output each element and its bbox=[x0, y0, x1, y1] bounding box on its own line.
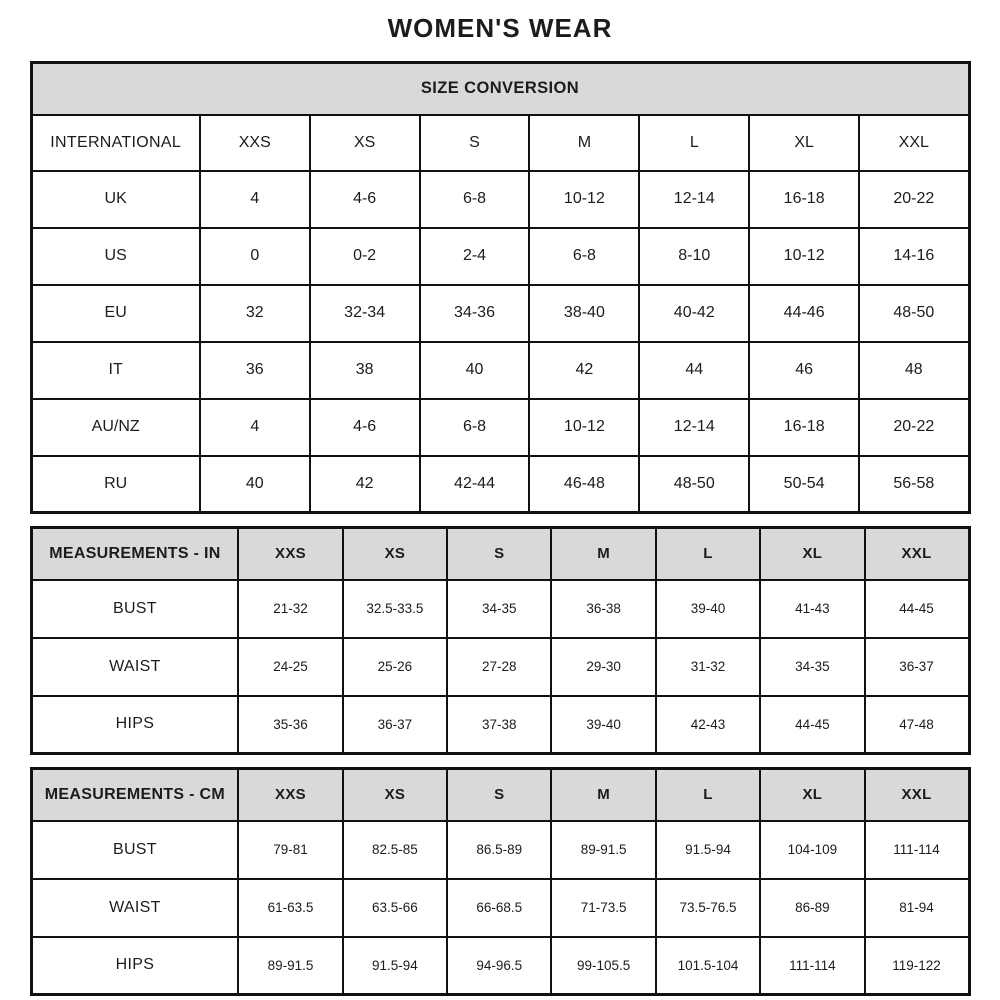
size-column-header: M bbox=[551, 528, 655, 580]
size-value-cell: 8-10 bbox=[639, 228, 749, 285]
size-value-cell: 42-44 bbox=[420, 456, 530, 513]
size-value-cell: 0-2 bbox=[310, 228, 420, 285]
size-value-cell: 4-6 bbox=[310, 399, 420, 456]
international-header: INTERNATIONAL bbox=[31, 115, 200, 171]
size-value-cell: 44-45 bbox=[760, 696, 864, 754]
size-value-cell: 40 bbox=[200, 456, 310, 513]
table-row bbox=[31, 342, 969, 399]
table-row bbox=[31, 696, 969, 754]
size-value-cell: 89-91.5 bbox=[238, 937, 342, 995]
size-column-header: S bbox=[447, 528, 551, 580]
row-label: EU bbox=[31, 285, 200, 342]
size-value-cell: 6-8 bbox=[529, 228, 639, 285]
size-column-header: L bbox=[656, 528, 760, 580]
size-value-cell: 14-16 bbox=[859, 228, 969, 285]
size-value-cell: 32.5-33.5 bbox=[343, 580, 447, 638]
size-value-cell: 48-50 bbox=[639, 456, 749, 513]
size-value-cell: 20-22 bbox=[859, 399, 969, 456]
size-value-cell: 4 bbox=[200, 399, 310, 456]
size-value-cell: 34-35 bbox=[760, 638, 864, 696]
row-label: WAIST bbox=[31, 638, 238, 696]
row-label: BUST bbox=[31, 821, 238, 879]
measurements-cm-title: MEASUREMENTS - CM bbox=[31, 769, 238, 821]
size-column-header: XS bbox=[343, 769, 447, 821]
size-value-cell: 38-40 bbox=[529, 285, 639, 342]
size-value-cell: 63.5-66 bbox=[343, 879, 447, 937]
size-value-cell: 12-14 bbox=[639, 399, 749, 456]
row-label: WAIST bbox=[31, 879, 238, 937]
size-value-cell: 36-37 bbox=[343, 696, 447, 754]
size-value-cell: 47-48 bbox=[865, 696, 969, 754]
size-column-header: XL bbox=[760, 769, 864, 821]
size-value-cell: 27-28 bbox=[447, 638, 551, 696]
size-value-cell: 6-8 bbox=[420, 399, 530, 456]
size-column-header: XS bbox=[310, 115, 420, 171]
size-value-cell: 61-63.5 bbox=[238, 879, 342, 937]
size-value-cell: 40-42 bbox=[639, 285, 749, 342]
table-row bbox=[31, 821, 969, 879]
size-value-cell: 4 bbox=[200, 171, 310, 228]
size-value-cell: 111-114 bbox=[760, 937, 864, 995]
size-value-cell: 32 bbox=[200, 285, 310, 342]
size-value-cell: 79-81 bbox=[238, 821, 342, 879]
size-column-header: S bbox=[447, 769, 551, 821]
size-column-header: XXL bbox=[865, 769, 969, 821]
table-row bbox=[31, 456, 969, 513]
measurements-in-header-row bbox=[31, 528, 969, 580]
size-value-cell: 50-54 bbox=[749, 456, 859, 513]
measurements-cm-table bbox=[30, 767, 971, 996]
size-column-header: S bbox=[420, 115, 530, 171]
size-value-cell: 37-38 bbox=[447, 696, 551, 754]
size-conversion-title: SIZE CONVERSION bbox=[31, 63, 969, 115]
size-value-cell: 86-89 bbox=[760, 879, 864, 937]
size-value-cell: 39-40 bbox=[656, 580, 760, 638]
size-value-cell: 40 bbox=[420, 342, 530, 399]
size-value-cell: 4-6 bbox=[310, 171, 420, 228]
size-column-header: XXL bbox=[865, 528, 969, 580]
page-title: WOMEN'S WEAR bbox=[387, 13, 613, 43]
size-column-header: M bbox=[529, 115, 639, 171]
row-label: IT bbox=[31, 342, 200, 399]
size-value-cell: 56-58 bbox=[859, 456, 969, 513]
size-value-cell: 86.5-89 bbox=[447, 821, 551, 879]
size-conversion-body bbox=[31, 171, 969, 513]
size-value-cell: 42 bbox=[529, 342, 639, 399]
table-row bbox=[31, 171, 969, 228]
size-value-cell: 25-26 bbox=[343, 638, 447, 696]
size-value-cell: 10-12 bbox=[749, 228, 859, 285]
size-value-cell: 32-34 bbox=[310, 285, 420, 342]
size-value-cell: 42 bbox=[310, 456, 420, 513]
measurements-in-body bbox=[31, 580, 969, 754]
size-value-cell: 36-38 bbox=[551, 580, 655, 638]
size-value-cell: 12-14 bbox=[639, 171, 749, 228]
size-column-header: XXS bbox=[238, 528, 342, 580]
size-value-cell: 46 bbox=[749, 342, 859, 399]
size-conversion-header-row bbox=[31, 63, 969, 115]
table-row bbox=[31, 879, 969, 937]
size-column-header: XL bbox=[760, 528, 864, 580]
size-value-cell: 104-109 bbox=[760, 821, 864, 879]
row-label: HIPS bbox=[31, 937, 238, 995]
row-label: US bbox=[31, 228, 200, 285]
size-value-cell: 46-48 bbox=[529, 456, 639, 513]
row-label: UK bbox=[31, 171, 200, 228]
size-value-cell: 20-22 bbox=[859, 171, 969, 228]
size-column-header: L bbox=[656, 769, 760, 821]
row-label: HIPS bbox=[31, 696, 238, 754]
size-value-cell: 16-18 bbox=[749, 171, 859, 228]
size-value-cell: 16-18 bbox=[749, 399, 859, 456]
size-value-cell: 41-43 bbox=[760, 580, 864, 638]
size-value-cell: 34-36 bbox=[420, 285, 530, 342]
size-value-cell: 82.5-85 bbox=[343, 821, 447, 879]
size-value-cell: 29-30 bbox=[551, 638, 655, 696]
size-value-cell: 91.5-94 bbox=[343, 937, 447, 995]
size-value-cell: 101.5-104 bbox=[656, 937, 760, 995]
measurements-cm-body bbox=[31, 821, 969, 995]
table-row bbox=[31, 580, 969, 638]
table-row bbox=[31, 399, 969, 456]
table-row bbox=[31, 937, 969, 995]
size-column-header: XXS bbox=[238, 769, 342, 821]
row-label: RU bbox=[31, 456, 200, 513]
size-value-cell: 42-43 bbox=[656, 696, 760, 754]
size-value-cell: 31-32 bbox=[656, 638, 760, 696]
size-value-cell: 44 bbox=[639, 342, 749, 399]
size-value-cell: 44-46 bbox=[749, 285, 859, 342]
size-column-header: M bbox=[551, 769, 655, 821]
size-value-cell: 24-25 bbox=[238, 638, 342, 696]
size-value-cell: 36 bbox=[200, 342, 310, 399]
size-value-cell: 38 bbox=[310, 342, 420, 399]
size-value-cell: 21-32 bbox=[238, 580, 342, 638]
size-value-cell: 71-73.5 bbox=[551, 879, 655, 937]
size-value-cell: 35-36 bbox=[238, 696, 342, 754]
size-value-cell: 0 bbox=[200, 228, 310, 285]
size-value-cell: 111-114 bbox=[865, 821, 969, 879]
size-value-cell: 10-12 bbox=[529, 399, 639, 456]
size-value-cell: 48 bbox=[859, 342, 969, 399]
table-row bbox=[31, 285, 969, 342]
size-value-cell: 39-40 bbox=[551, 696, 655, 754]
size-value-cell: 66-68.5 bbox=[447, 879, 551, 937]
size-column-header: L bbox=[639, 115, 749, 171]
size-value-cell: 34-35 bbox=[447, 580, 551, 638]
table-row bbox=[31, 228, 969, 285]
size-value-cell: 89-91.5 bbox=[551, 821, 655, 879]
size-value-cell: 91.5-94 bbox=[656, 821, 760, 879]
measurements-in-title: MEASUREMENTS - IN bbox=[31, 528, 238, 580]
table-row bbox=[31, 638, 969, 696]
size-column-header: XXL bbox=[859, 115, 969, 171]
size-value-cell: 99-105.5 bbox=[551, 937, 655, 995]
row-label: BUST bbox=[31, 580, 238, 638]
measurements-cm-header-row bbox=[31, 769, 969, 821]
size-value-cell: 6-8 bbox=[420, 171, 530, 228]
size-conversion-sizes-row bbox=[31, 115, 969, 171]
size-value-cell: 44-45 bbox=[865, 580, 969, 638]
size-value-cell: 73.5-76.5 bbox=[656, 879, 760, 937]
size-value-cell: 36-37 bbox=[865, 638, 969, 696]
size-column-header: XL bbox=[749, 115, 859, 171]
size-value-cell: 119-122 bbox=[865, 937, 969, 995]
size-value-cell: 48-50 bbox=[859, 285, 969, 342]
size-column-header: XXS bbox=[200, 115, 310, 171]
size-conversion-table bbox=[30, 61, 971, 514]
measurements-in-table bbox=[30, 526, 971, 755]
size-column-header: XS bbox=[343, 528, 447, 580]
size-value-cell: 10-12 bbox=[529, 171, 639, 228]
size-value-cell: 94-96.5 bbox=[447, 937, 551, 995]
size-value-cell: 2-4 bbox=[420, 228, 530, 285]
size-value-cell: 81-94 bbox=[865, 879, 969, 937]
row-label: AU/NZ bbox=[31, 399, 200, 456]
